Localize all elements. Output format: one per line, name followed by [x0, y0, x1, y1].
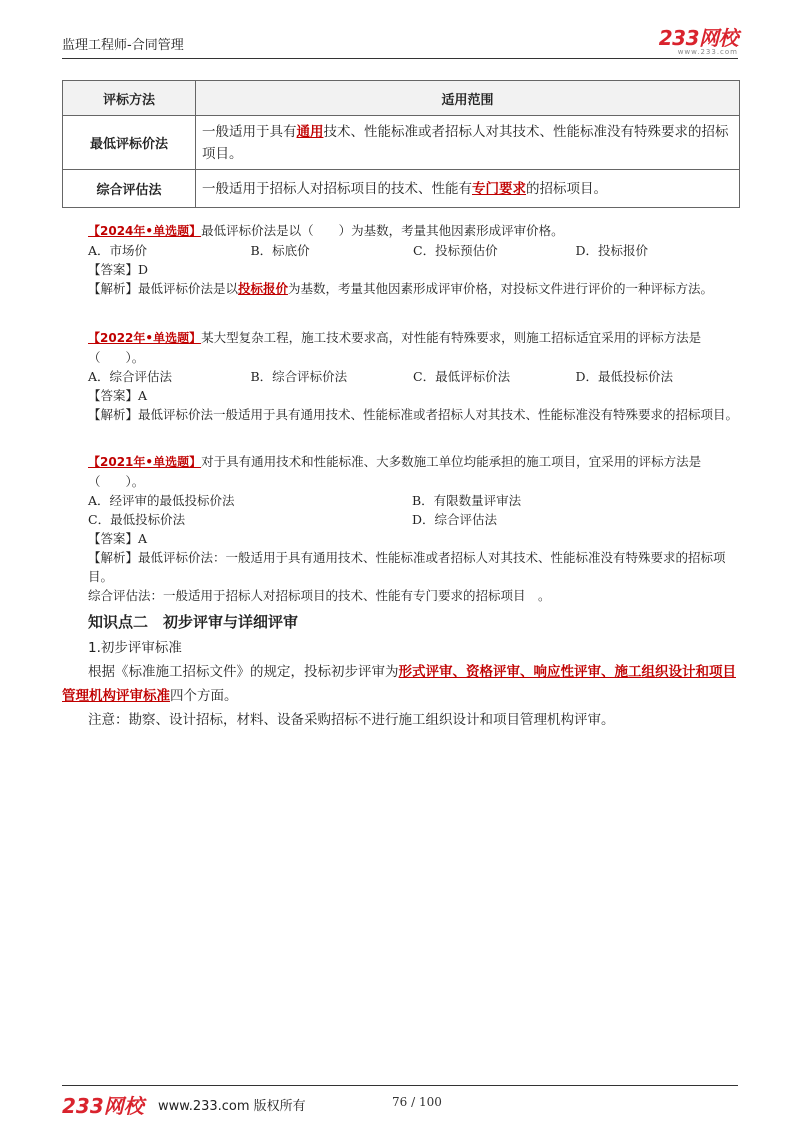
logo-text: 233网校: [658, 26, 738, 50]
table-row: [63, 116, 740, 170]
question-analysis: 【解析】最低评标价法：一般适用于具有通用技术、性能标准或者招标人对其技术、性能标准没有特殊要求的招标项目。: [88, 550, 726, 584]
page-number: 76 / 100: [392, 1095, 442, 1109]
question-extra: 综合评估法：一般适用于招标人对招标项目的技术、性能有专门要求的招标项目 。: [88, 588, 551, 603]
question-analysis: 【解析】最低评标价法一般适用于具有通用技术、性能标准或者招标人对其技术、性能标准没有特殊要求的招标项目。: [88, 407, 739, 422]
option-c: C．最低评标价法: [413, 369, 511, 384]
question-stem: 【2024年•单选题】最低评标价法是以（ ）为基数，考量其他因素形成评审价格。: [88, 223, 564, 238]
method-scope: 一般适用于具有通用技术、性能标准或者招标人对其技术、性能标准没有特殊要求的招标项目。: [196, 116, 740, 170]
section-subtitle: 1.初步评审标准: [88, 640, 182, 656]
question-stem: 【2022年•单选题】某大型复杂工程，施工技术要求高，对性能有特殊要求，则施工招标适宜采用的评标方法是（ ）。: [88, 330, 702, 365]
footer-logo: 233网校: [62, 1094, 144, 1118]
page-header: [62, 28, 738, 59]
section-note: 注意：勘察、设计招标，材料、设备采购招标不进行施工组织设计和项目管理机构评审。: [88, 712, 615, 728]
evaluation-method-table: [62, 80, 740, 208]
question-2022: [62, 328, 738, 424]
question-tag: 【2021年•单选题】: [88, 455, 202, 469]
option-b: B．标底价: [250, 243, 310, 258]
method-name: 综合评估法: [63, 170, 196, 208]
logo-url: www.233.com: [677, 48, 738, 56]
option-d: D．投标报价: [575, 243, 649, 258]
brand-logo: [659, 22, 738, 56]
question-answer: 【答案】A: [88, 531, 148, 546]
option-a: A．综合评估法: [88, 369, 173, 384]
section-title: 知识点二 初步评审与详细评审: [88, 613, 299, 631]
table-header-scope: 适用范围: [196, 81, 740, 116]
question-tag: 【2022年•单选题】: [88, 331, 202, 345]
question-stem: 【2021年•单选题】对于具有通用技术和性能标准、大多数施工单位均能承担的施工项目，宜采用的评标方法是（ ）。: [88, 454, 702, 489]
question-options: [62, 367, 738, 386]
table-row: [63, 170, 740, 208]
method-name: 最低评标价法: [63, 116, 196, 170]
question-answer: 【答案】D: [88, 262, 149, 277]
section-paragraph: 根据《标准施工招标文件》的规定，投标初步评审为形式评审、资格评审、响应性评审、施工组织设计和项目管理机构评审标准四个方面。: [62, 664, 736, 704]
method-scope: 一般适用于招标人对招标项目的技术、性能有专门要求的招标项目。: [196, 170, 740, 208]
question-2024: [62, 221, 738, 298]
option-d: D．最低投标价法: [575, 369, 674, 384]
option-a: A．经评审的最低投标价法: [88, 493, 235, 508]
option-c: C．投标预估价: [413, 243, 498, 258]
question-options: [62, 491, 738, 510]
option-b: B．综合评标价法: [250, 369, 348, 384]
question-2021: [62, 452, 738, 605]
option-b: B．有限数量评审法: [412, 493, 522, 508]
question-answer: 【答案】A: [88, 388, 148, 403]
table-header-method: 评标方法: [63, 81, 196, 116]
question-options: [62, 241, 738, 260]
table-header-row: [63, 81, 740, 116]
option-d: D．综合评估法: [412, 512, 498, 527]
section-body: [62, 636, 738, 732]
option-a: A．市场价: [88, 243, 148, 258]
option-c: C．最低投标价法: [88, 512, 186, 527]
page-footer: [62, 1085, 738, 1126]
footer-copyright: www.233.com 版权所有: [158, 1099, 306, 1114]
question-analysis: 【解析】最低评标价法是以投标报价为基数，考量其他因素形成评审价格，对投标文件进行评价的一种评标方法。: [88, 281, 714, 296]
question-options: [62, 510, 738, 529]
question-tag: 【2024年•单选题】: [88, 224, 202, 238]
header-title: 监理工程师-合同管理: [62, 38, 184, 53]
